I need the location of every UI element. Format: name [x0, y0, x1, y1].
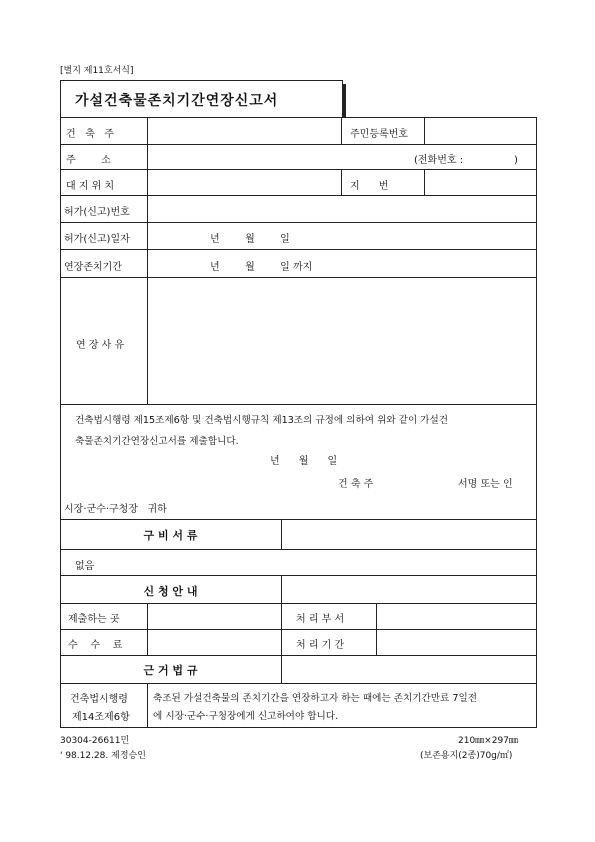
col-line — [341, 117, 342, 144]
title-box — [60, 80, 343, 117]
lot-input[interactable] — [426, 171, 534, 193]
location-label: 대 지 위 치 — [66, 181, 115, 192]
dept-label: 처 리 부 서 — [296, 614, 345, 625]
col-line — [147, 117, 148, 404]
row-line — [60, 655, 537, 656]
basis-desc-line2: 에 시장·군수·구청장에게 신고하여야 합니다. — [153, 711, 339, 722]
form-number: [별지 제11호서식] — [60, 66, 134, 76]
resident-no-input[interactable] — [426, 119, 534, 142]
basis-header: 근 거 법 규 — [143, 664, 198, 677]
col-line — [147, 683, 148, 728]
row-line — [60, 629, 537, 630]
col-line — [376, 603, 377, 655]
law-line1: 건축법시행령 — [70, 694, 128, 705]
declaration-recipient: 시장·군수·구청장 귀하 — [64, 504, 167, 515]
row-line — [60, 222, 537, 223]
row-line — [60, 404, 537, 405]
phone-label: (전화번호 : ) — [414, 155, 518, 166]
declaration-sign: 서명 또는 인 — [458, 479, 513, 490]
declaration-line2: 축물존치기간연장신고서를 제출합니다. — [75, 436, 239, 447]
owner-input[interactable] — [149, 119, 339, 142]
permit-date-label: 허가(신고)일자 — [64, 234, 130, 245]
submit-label: 제출하는 곳 — [68, 614, 120, 625]
guide-header: 신 청 안 내 — [143, 585, 198, 598]
footer-paper: (보존용지(2종)70g/㎡) — [420, 751, 513, 761]
form-title: 가설건축물존치기간연장신고서 — [75, 93, 279, 109]
period-label: 처 리 기 간 — [296, 640, 345, 651]
law-line2: 제14조제6항 — [72, 712, 130, 723]
col-line — [281, 655, 282, 683]
row-line — [60, 195, 537, 196]
col-line — [424, 117, 425, 144]
reason-label: 연 장 사 유 — [76, 340, 125, 351]
resident-no-label: 주민등록번호 — [350, 129, 408, 140]
row-line — [60, 575, 537, 576]
reason-input[interactable] — [149, 279, 534, 402]
extension-value: 년 월 일 까지 — [210, 262, 313, 273]
row-line — [60, 169, 537, 170]
owner-label: 건 축 주 — [66, 129, 115, 140]
permit-no-input[interactable] — [149, 197, 534, 220]
footer-size: 210㎜×297㎜ — [458, 736, 518, 746]
col-line — [424, 169, 425, 195]
declaration-date: 년 월 일 — [270, 456, 338, 467]
row-line — [60, 603, 537, 604]
fee-label: 수 수 료 — [68, 640, 123, 651]
declaration-signer: 건 축 주 — [338, 479, 374, 490]
documents-value: 없음 — [75, 561, 95, 572]
permit-no-label: 허가(신고)번호 — [64, 207, 130, 218]
row-line — [60, 519, 537, 520]
lot-label: 지 번 — [350, 181, 389, 192]
permit-date-value: 년 월 일 — [210, 234, 290, 245]
col-line — [281, 603, 282, 655]
row-line — [60, 549, 537, 550]
footer-code: 30304-26611민 — [60, 736, 130, 746]
row-line — [60, 144, 537, 145]
col-line — [281, 575, 282, 603]
col-line — [147, 603, 148, 655]
footer-approval: ' 98.12.28. 제정승인 — [60, 751, 146, 761]
extension-label: 연장존치기간 — [64, 262, 122, 273]
address-label: 주 소 — [66, 155, 111, 166]
documents-header: 구 비 서 류 — [143, 529, 198, 542]
col-line — [281, 519, 282, 549]
basis-desc-line1: 축조된 가설건축물의 존치기간을 연장하고자 하는 때에는 존치기간만료 7일전 — [153, 693, 478, 704]
address-input[interactable] — [149, 146, 409, 167]
col-line — [341, 169, 342, 195]
location-input[interactable] — [149, 171, 339, 193]
row-line — [60, 683, 537, 684]
declaration-line1: 건축법시행령 제15조제6항 및 건축법시행규칙 제13조의 규정에 의하여 위와 같이 가설건 — [75, 415, 449, 426]
row-line — [60, 277, 537, 278]
row-line — [60, 249, 537, 250]
